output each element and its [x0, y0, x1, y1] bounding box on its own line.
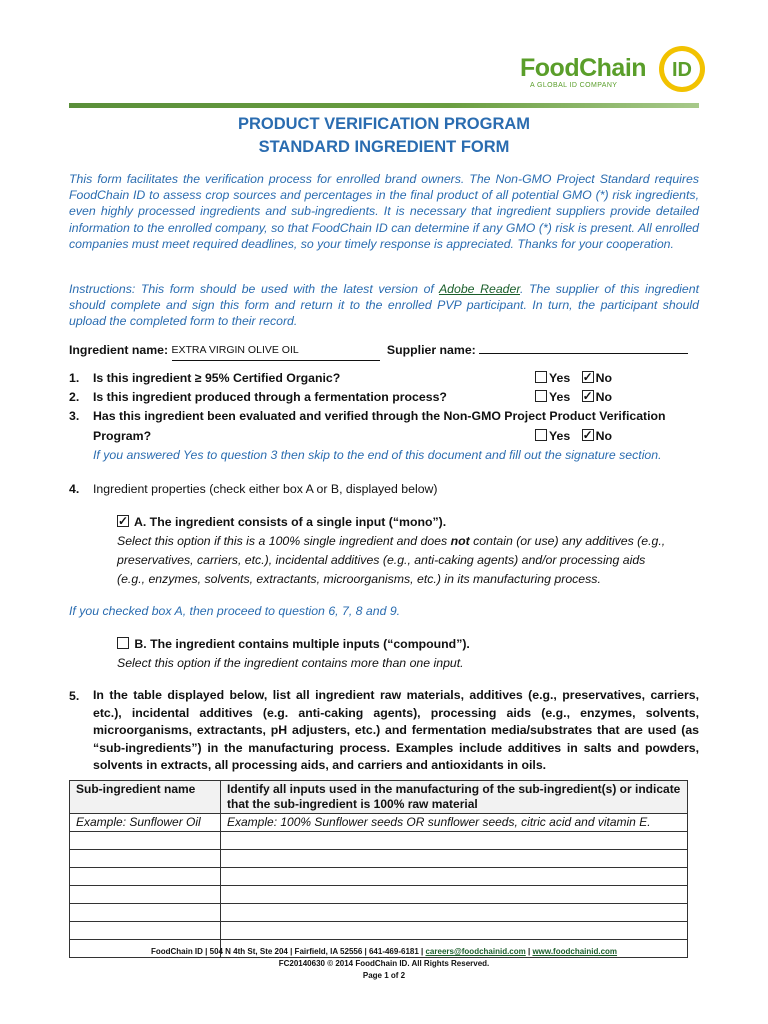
q4-option-b — [117, 635, 470, 654]
q2-text: Is this ingredient produced through a fermentation process? — [93, 390, 447, 404]
table-header-row — [70, 781, 688, 814]
brand-name: FoodChain — [520, 54, 647, 82]
q4-b-checkbox[interactable] — [117, 637, 129, 649]
page-subtitle: STANDARD INGREDIENT FORM — [258, 138, 510, 156]
footer-copyright: FC20140630 © 2014 FoodChain ID. All Rights Reserved. — [278, 959, 490, 968]
q2-no-label: No — [595, 390, 613, 404]
logo-badge-icon — [654, 44, 710, 94]
instructions-after: . The supplier of this ingredient should complete and sign this form and return it to the enrolled PVP participant. In turn, the participant should upload the completed form to their record. — [69, 282, 699, 329]
q4-a-desc-1-bold: not — [450, 534, 470, 548]
q1-yes-label: Yes — [549, 371, 571, 385]
footer-address: FoodChain ID | 504 N 4th St, Ste 204 | Fairfield, IA 52556 | 641-469-6181 | — [150, 947, 426, 956]
table-row — [70, 814, 688, 832]
table-cell[interactable] — [221, 832, 688, 850]
table-row — [70, 832, 688, 850]
header-rule — [69, 103, 699, 108]
q4-text: Ingredient properties (check either box A or B, displayed below) — [93, 482, 438, 496]
table-cell[interactable] — [70, 832, 221, 850]
q2-yes-checkbox[interactable] — [535, 390, 547, 402]
q3-text-cont: Program? — [93, 429, 152, 443]
table-cell[interactable] — [221, 904, 688, 922]
table-header-cell: Identify all inputs used in the manufacturing of the sub-ingredient(s) or indicate that the sub-ingredient is 100% raw material — [221, 781, 688, 814]
q1-number: 1. — [69, 371, 80, 385]
page-title: PRODUCT VERIFICATION PROGRAM — [237, 115, 531, 133]
table-cell: Example: 100% Sunflower seeds OR sunflower seeds, citric acid and vitamin E. — [221, 814, 688, 832]
footer-separator: | — [525, 947, 533, 956]
q3-yes-label: Yes — [549, 429, 571, 443]
q2-answers — [535, 388, 612, 407]
q1-no-checkbox[interactable] — [582, 371, 594, 383]
ingredient-name-field[interactable]: EXTRA VIRGIN OLIVE OIL — [172, 341, 380, 361]
table-cell[interactable] — [70, 868, 221, 886]
footer-website-link[interactable]: www.foodchainid.com — [532, 947, 618, 956]
q4-a-desc-2: preservatives, carriers, etc.), incidental additives (e.g., anti-caking agents) and/or processing aids — [117, 553, 646, 567]
q1-text: Is this ingredient ≥ 95% Certified Organic? — [93, 371, 341, 385]
q2-no-checkbox[interactable] — [582, 390, 594, 402]
q1-no-label: No — [595, 371, 613, 385]
q4-option-a — [117, 513, 446, 532]
q4-a-note: If you checked box A, then proceed to question 6, 7, 8 and 9. — [69, 604, 401, 618]
q4-a-label: A. The ingredient consists of a single input (“mono”). — [133, 515, 447, 529]
table-cell[interactable] — [70, 886, 221, 904]
adobe-reader-link[interactable]: Adobe Reader — [438, 282, 520, 296]
supplier-label: Supplier name: — [386, 343, 476, 357]
table-cell[interactable] — [221, 886, 688, 904]
q2-yes-label: Yes — [549, 390, 571, 404]
table-row — [70, 904, 688, 922]
sub-ingredient-table — [69, 780, 688, 958]
brand-badge: ID — [672, 59, 692, 81]
table-row — [70, 868, 688, 886]
q4-b-label: B. The ingredient contains multiple inputs (“compound”). — [134, 637, 470, 651]
q3-yes-checkbox[interactable] — [535, 429, 547, 441]
table-cell[interactable] — [221, 868, 688, 886]
supplier-name-field[interactable] — [479, 341, 688, 354]
page-number: Page 1 of 2 — [362, 971, 406, 980]
instructions-paragraph — [69, 281, 699, 330]
q4-number: 4. — [69, 482, 80, 496]
table-cell[interactable] — [221, 922, 688, 940]
q1-answers — [535, 369, 612, 388]
table-cell[interactable] — [70, 904, 221, 922]
table-cell[interactable] — [70, 850, 221, 868]
q5-text: In the table displayed below, list all ingredient raw materials, additives (e.g., preservatives, carriers, etc.), incidental additives (e.g. anti-caking agents), processing aids (e.g., enzymes, solvents, microorganisms, extractants, pH adjusters, etc.) and fermentation media/substrates that are used (as “sub-ingredients”) in the manufacturing process. Examples include additives in salts and powders, solvents in extracts, all processing aids, and carriers and antioxidants in oils. — [93, 688, 699, 772]
table-cell[interactable] — [221, 850, 688, 868]
q4-a-checkbox[interactable] — [117, 515, 129, 527]
brand-tagline: A GLOBAL ID COMPANY — [530, 82, 618, 89]
footer-contact — [0, 946, 768, 957]
table-cell: Example: Sunflower Oil — [70, 814, 221, 832]
q3-number: 3. — [69, 409, 80, 423]
q2-number: 2. — [69, 390, 80, 404]
q5-number: 5. — [69, 689, 80, 703]
instructions-before: Instructions: This form should be used with the latest version of — [69, 282, 439, 296]
q3-no-checkbox[interactable] — [582, 429, 594, 441]
table-row — [70, 850, 688, 868]
q3-answers — [535, 427, 612, 446]
q3-note: If you answered Yes to question 3 then skip to the end of this document and fill out the signature section. — [93, 448, 662, 462]
footer-email-link[interactable]: careers@foodchainid.com — [425, 947, 526, 956]
q4-b-desc: Select this option if the ingredient contains more than one input. — [117, 656, 464, 670]
table-row — [70, 886, 688, 904]
q4-a-desc-3: (e.g., enzymes, solvents, extractants, microorganisms, etc.) in its manufacturing process. — [117, 572, 601, 586]
q3-text: Has this ingredient been evaluated and verified through the Non-GMO Project Product Verification — [93, 409, 666, 423]
table-cell[interactable] — [70, 922, 221, 940]
ingredient-label: Ingredient name: — [69, 343, 169, 357]
q4-a-desc-1 — [117, 532, 665, 551]
q1-yes-checkbox[interactable] — [535, 371, 547, 383]
ingredient-row — [69, 341, 688, 361]
table-row — [70, 922, 688, 940]
q4-a-desc-1-post: contain (or use) any additives (e.g., — [469, 534, 666, 548]
q3-no-label: No — [595, 429, 613, 443]
q4-a-desc-1-pre: Select this option if this is a 100% single ingredient and does — [117, 534, 451, 548]
intro-paragraph: This form facilitates the verification process for enrolled brand owners. The Non-GMO Project Standard requires FoodChain ID to assess crop sources and percentages in the final product of all potential GMO (*) risk ingredients, even highly processed ingredients and sub-ingredients. It is necessary that ingredient suppliers provide detailed information to the enrolled company, so that FoodChain ID can determine if any GMO (*) risk is present. All enrolled companies must meet required deadlines, so your timely response is appreciated. Thanks for your cooperation. — [69, 172, 699, 251]
table-header-cell: Sub-ingredient name — [70, 781, 221, 814]
